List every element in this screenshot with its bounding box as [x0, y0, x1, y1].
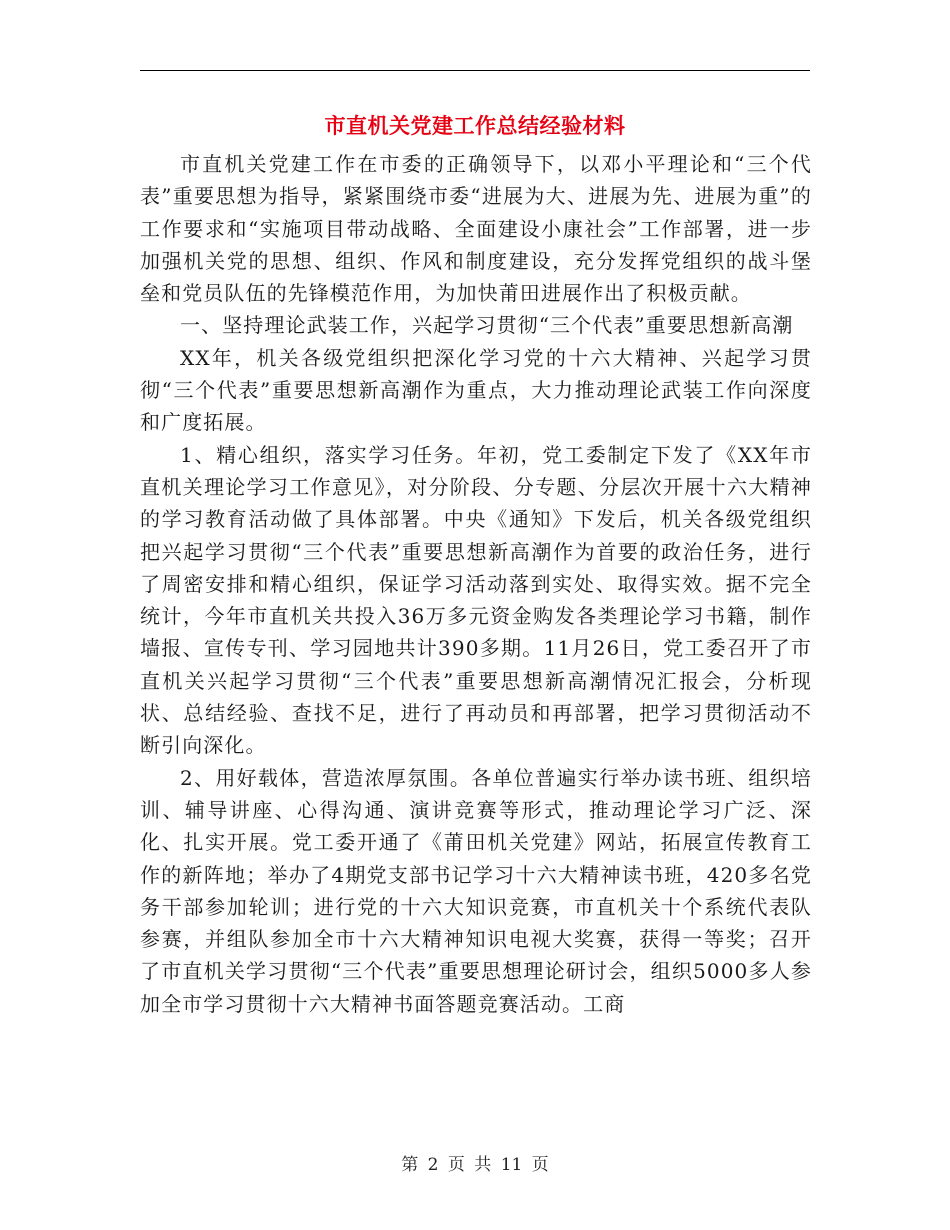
- header-rule: [140, 70, 810, 71]
- document-body: [140, 148, 812, 1020]
- section-heading-1: 一、坚持理论武装工作，兴起学习贯彻“三个代表”重要思想新高潮: [180, 313, 794, 338]
- paragraph-item-1: 1、精心组织，落实学习任务。年初，党工委制定下发了《XX年市直机关理论学习工作意见》，对分阶段、分专题、分层次开展十六大精神的学习教育活动做了具体部署。中央《通知》下发后，机关各级党组织把兴起学习贯彻“三个代表”重要思想新高潮作为首要的政治任务，进行了周密安排和精心组织，保证学习活动落到实处、取得实效。据不完全统计，今年市直机关共投入36万多元资金购发各类理论学习书籍，制作墙报、宣传专刊、学习园地共计390多期。11月26日，党工委召开了市直机关兴起学习贯彻“三个代表”重要思想新高潮情况汇报会，分析现状、总结经验、查找不足，进行了再动员和再部署，把学习贯彻活动不断引向深化。: [140, 442, 812, 758]
- paragraph-section-1-overview: XX年，机关各级党组织把深化学习党的十六大精神、兴起学习贯彻“三个代表”重要思想新高潮作为重点，大力推动理论武装工作向深度和广度拓展。: [140, 345, 812, 435]
- page-number-footer: 第 2 页 共 11 页: [401, 1155, 549, 1175]
- paragraph-intro: 市直机关党建工作在市委的正确领导下，以邓小平理论和“三个代表”重要思想为指导，紧紧围绕市委“进展为大、进展为先、进展为重”的工作要求和“实施项目带动战略、全面建设小康社会”工作部署，进一步加强机关党的思想、组织、作风和制度建设，充分发挥党组织的战斗堡垒和党员队伍的先锋模范作用，为加快莆田进展作出了积极贡献。: [140, 152, 812, 306]
- document-title: 市直机关党建工作总结经验材料: [324, 113, 626, 138]
- paragraph-item-2: 2、用好载体，营造浓厚氛围。各单位普遍实行举办读书班、组织培训、辅导讲座、心得沟通、演讲竞赛等形式，推动理论学习广泛、深化、扎实开展。党工委开通了《莆田机关党建》网站，拓展宣传教育工作的新阵地；举办了4期党支部书记学习十六大精神读书班，420多名党务干部参加轮训；进行党的十六大知识竞赛，市直机关十个系统代表队参赛，并组队参加全市十六大精神知识电视大奖赛，获得一等奖；召开了市直机关学习贯彻“三个代表”重要思想理论研讨会，组织5000多人参加全市学习贯彻十六大精神书面答题竞赛活动。工商: [140, 765, 812, 1016]
